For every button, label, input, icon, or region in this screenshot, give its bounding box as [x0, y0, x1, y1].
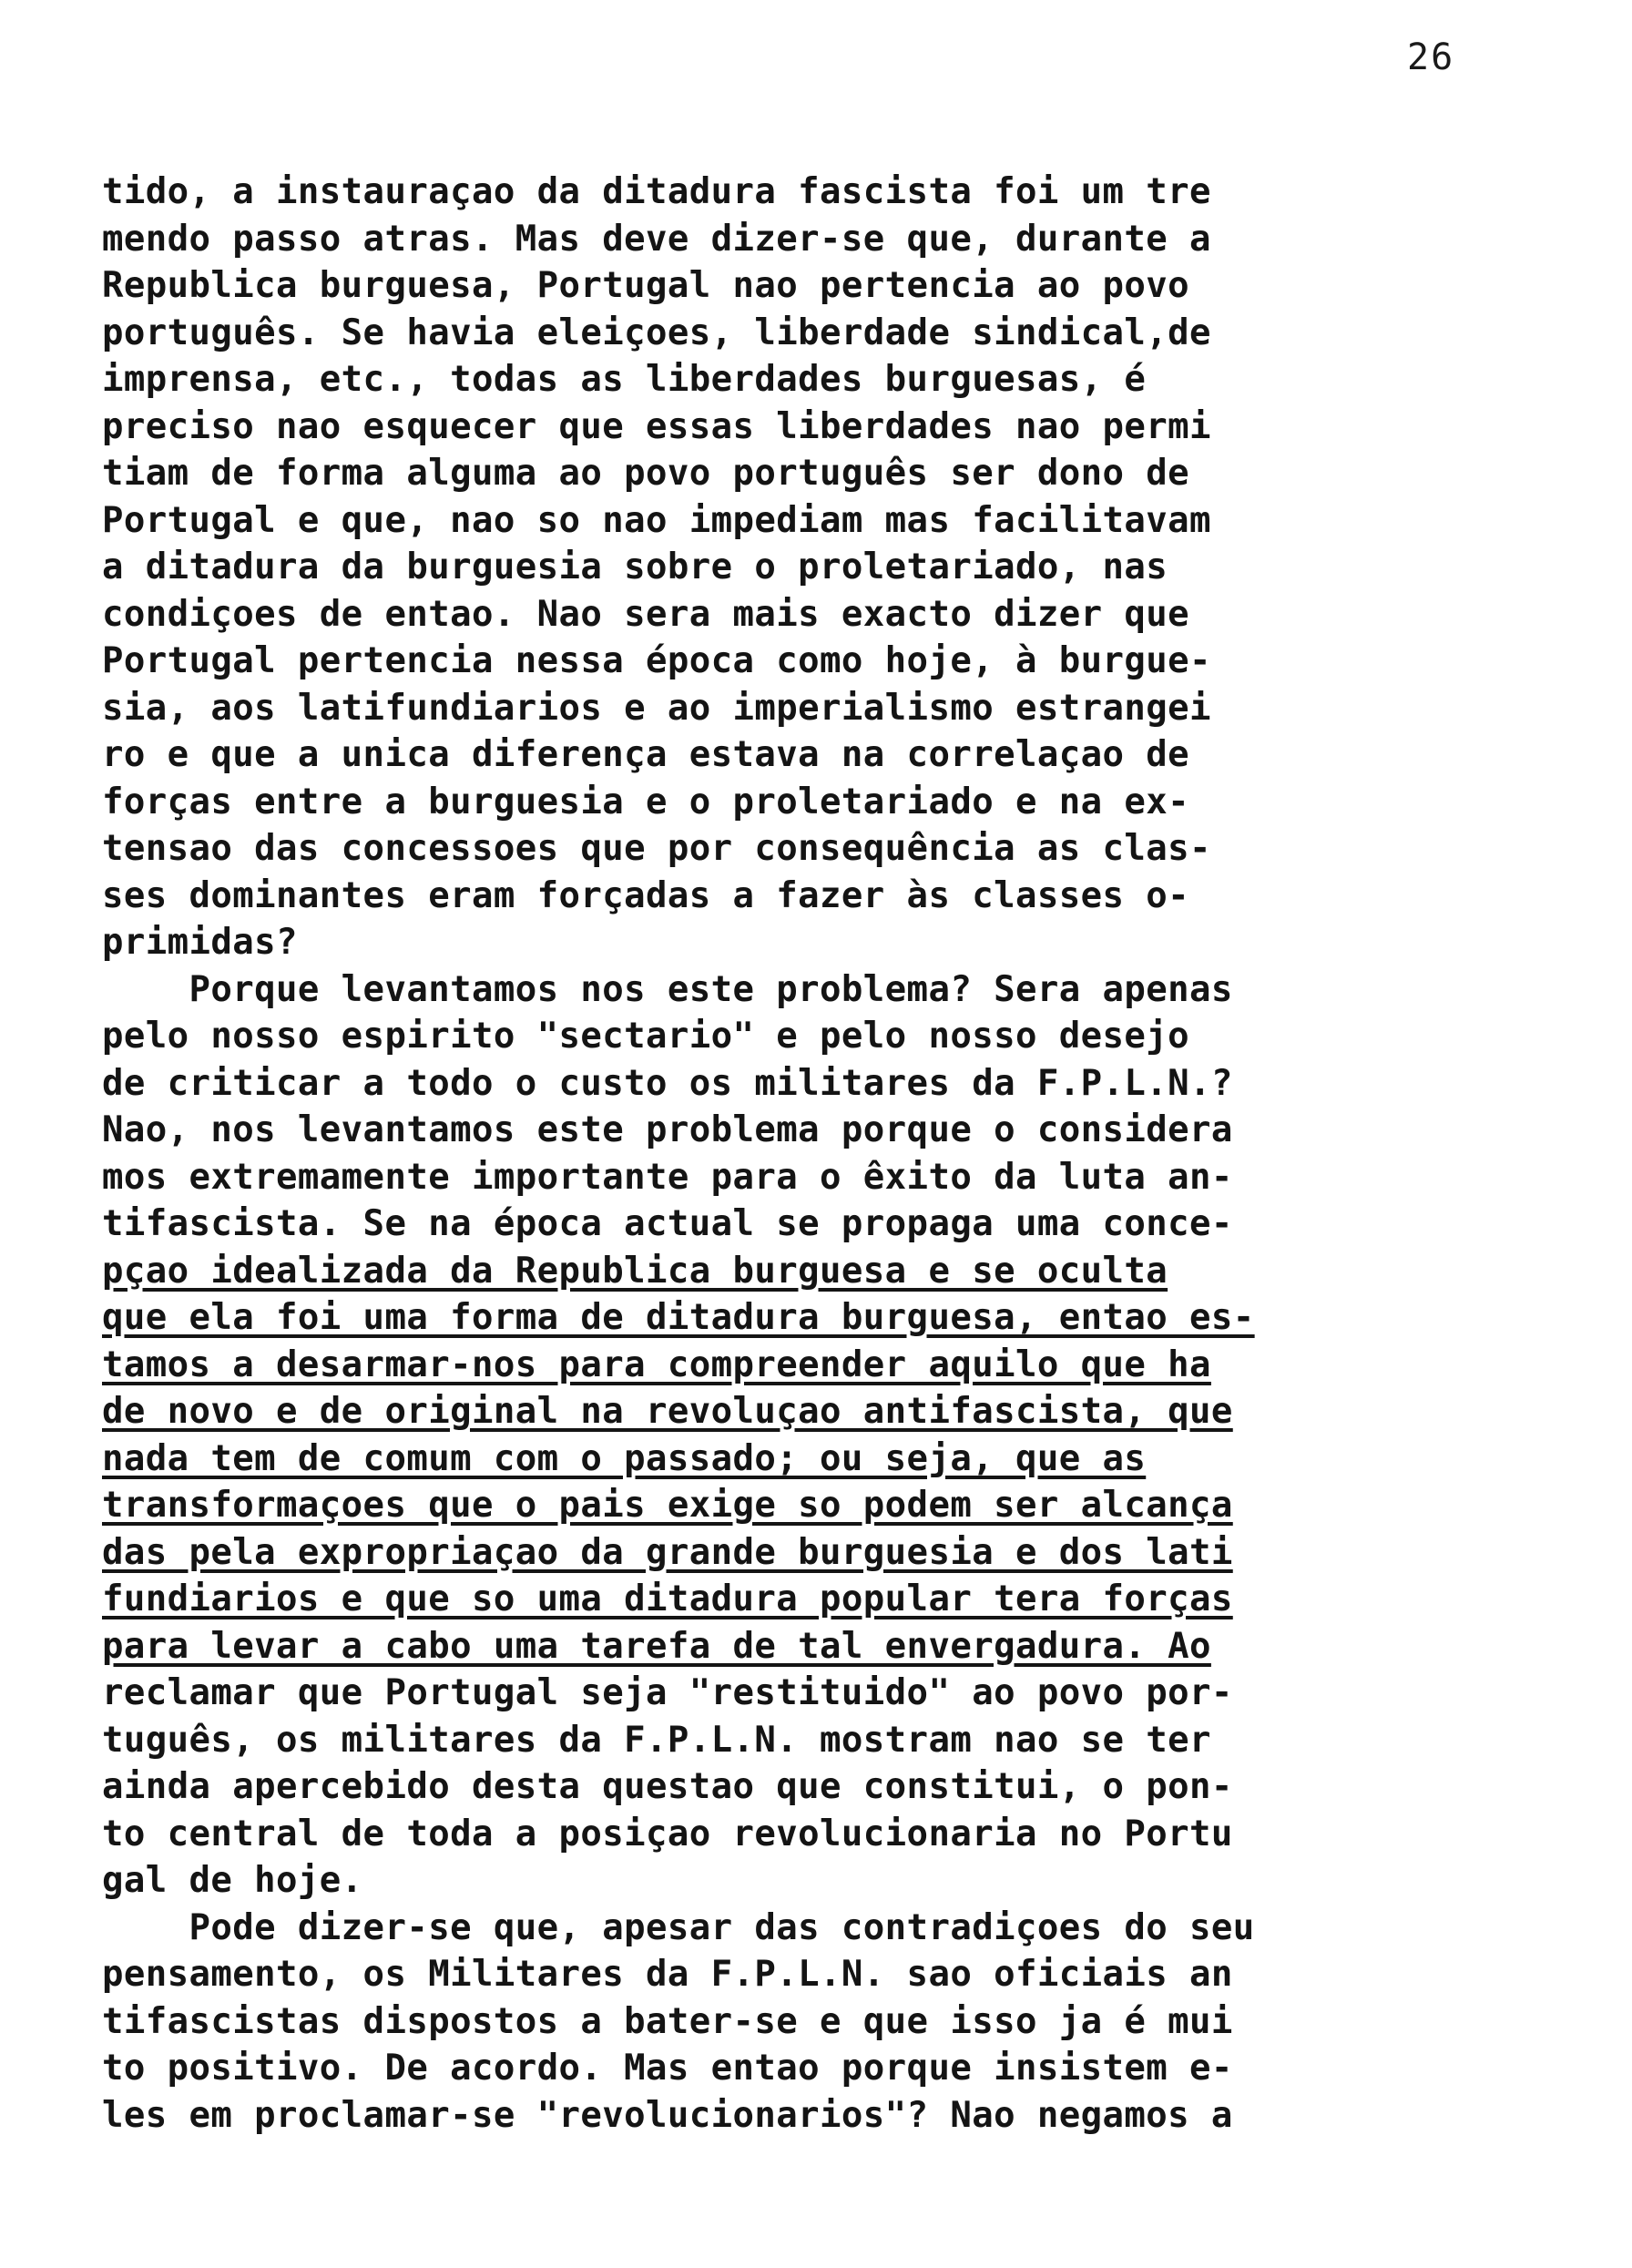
line-text: to central de toda a posiçao revolucionaria no Portu	[102, 1813, 1233, 1854]
line-text: forças entre a burguesia e o proletariado e na ex-	[102, 781, 1189, 822]
text-line	[102, 169, 1559, 216]
text-line	[102, 262, 1559, 310]
line-text: pelo nosso espirito "sectario" e pelo nosso desejo	[102, 1016, 1189, 1057]
text-line	[102, 356, 1559, 404]
page-number: 26	[1407, 36, 1455, 78]
line-text: pensamento, os Militares da F.P.L.N. sao oficiais an	[102, 1954, 1233, 1995]
line-text: tuguês, os militares da F.P.L.N. mostram nao se ter	[102, 1719, 1211, 1761]
line-text: Nao, nos levantamos este problema porque o considera	[102, 1109, 1233, 1150]
line-text: Portugal pertencia nessa época como hoje, à burgue-	[102, 640, 1211, 681]
text-line	[102, 1951, 1559, 1998]
text-line	[102, 216, 1559, 263]
line-text: pçao idealizada da Republica burguesa e se oculta	[102, 1250, 1168, 1292]
text-line	[102, 825, 1559, 873]
line-text: condiçoes de entao. Nao sera mais exacto dizer que	[102, 593, 1189, 635]
line-text: mendo passo atras. Mas deve dizer-se que, durante a	[102, 218, 1211, 260]
line-text: de novo e de original na revoluçao antifascista, que	[102, 1391, 1233, 1432]
underlined-text-line	[102, 1529, 1559, 1577]
line-text: tiam de forma alguma ao povo português ser dono de	[102, 453, 1189, 494]
line-text: preciso nao esquecer que essas liberdades nao permi	[102, 405, 1211, 447]
underlined-text-line	[102, 1388, 1559, 1435]
line-text: fundiarios e que so uma ditadura popular tera forças	[102, 1578, 1233, 1619]
line-text: Pode dizer-se que, apesar das contradiçoes do seu	[102, 1906, 1255, 1948]
text-line	[102, 1200, 1559, 1248]
line-text: imprensa, etc., todas as liberdades burguesas, é	[102, 359, 1147, 400]
text-line	[102, 1811, 1559, 1858]
line-text: tamos a desarmar-nos para compreender aquilo que ha	[102, 1343, 1211, 1385]
text-line	[102, 1670, 1559, 1717]
body-text	[102, 169, 1559, 2139]
line-text: transformaçoes que o pais exige so podem ser alcança	[102, 1485, 1233, 1526]
text-line	[102, 1107, 1559, 1154]
line-text: para levar a cabo uma tarefa de tal envergadura. Ao	[102, 1625, 1211, 1667]
text-line	[102, 404, 1559, 451]
underlined-text-line	[102, 1435, 1559, 1483]
text-line	[102, 544, 1559, 591]
line-text: de criticar a todo o custo os militares da F.P.L.N.?	[102, 1062, 1233, 1104]
text-line	[102, 873, 1559, 920]
line-text: nada tem de comum com o passado; ou seja, que as	[102, 1437, 1147, 1479]
line-text: ainda apercebido desta questao que constitui, o pon-	[102, 1766, 1233, 1807]
text-line	[102, 450, 1559, 497]
text-line	[102, 1154, 1559, 1201]
line-text: primidas?	[102, 922, 298, 963]
text-line	[102, 1763, 1559, 1811]
line-text: mos extremamente importante para o êxito da luta an-	[102, 1156, 1233, 1198]
line-text: a ditadura da burguesia sobre o proletariado, nas	[102, 547, 1168, 587]
text-line	[102, 1717, 1559, 1764]
underlined-text-line	[102, 1248, 1559, 1295]
line-text: tifascista. Se na época actual se propaga uma conce-	[102, 1203, 1233, 1244]
line-text: reclamar que Portugal seja "restituido" ao povo por-	[102, 1672, 1233, 1713]
text-line	[102, 2045, 1559, 2092]
underlined-text-line	[102, 1623, 1559, 1670]
text-line	[102, 731, 1559, 779]
underlined-text-line	[102, 1576, 1559, 1623]
text-line	[102, 1060, 1559, 1108]
line-text: les em proclamar-se "revolucionarios"? Nao negamos a	[102, 2094, 1233, 2136]
text-line	[102, 310, 1559, 357]
underlined-text-line	[102, 1342, 1559, 1389]
text-line	[102, 591, 1559, 639]
line-text: gal de hoje.	[102, 1860, 363, 1901]
line-text: ses dominantes eram forçadas a fazer às classes o-	[102, 874, 1189, 916]
underlined-text-line	[102, 1482, 1559, 1529]
text-line	[102, 919, 1559, 966]
text-line	[102, 2092, 1559, 2140]
text-line	[102, 1857, 1559, 1905]
line-text: tensao das concessoes que por consequência as clas-	[102, 828, 1211, 869]
line-text: português. Se havia eleiçoes, liberdade sindical,de	[102, 312, 1211, 353]
line-text: tido, a instauraçao da ditadura fascista foi um tre	[102, 171, 1211, 212]
text-line	[102, 966, 1559, 1014]
text-line	[102, 1998, 1559, 2046]
line-text: das pela expropriaçao da grande burguesia e dos lati	[102, 1531, 1233, 1573]
line-text: Porque levantamos nos este problema? Sera apenas	[102, 968, 1233, 1010]
text-line	[102, 497, 1559, 545]
text-line	[102, 685, 1559, 732]
text-line	[102, 638, 1559, 685]
text-line	[102, 1905, 1559, 1952]
text-line	[102, 779, 1559, 826]
line-text: Portugal e que, nao so nao impediam mas facilitavam	[102, 499, 1211, 541]
line-text: ro e que a unica diferença estava na correlaçao de	[102, 734, 1189, 775]
line-text: tifascistas dispostos a bater-se e que isso ja é mui	[102, 2000, 1233, 2042]
underlined-text-line	[102, 1294, 1559, 1342]
line-text: que ela foi uma forma de ditadura burguesa, entao es-	[102, 1297, 1255, 1338]
line-text: to positivo. De acordo. Mas entao porque insistem e-	[102, 2048, 1233, 2089]
text-line	[102, 1013, 1559, 1060]
line-text: Republica burguesa, Portugal nao pertencia ao povo	[102, 265, 1189, 306]
line-text: sia, aos latifundiarios e ao imperialismo estrangei	[102, 687, 1211, 729]
